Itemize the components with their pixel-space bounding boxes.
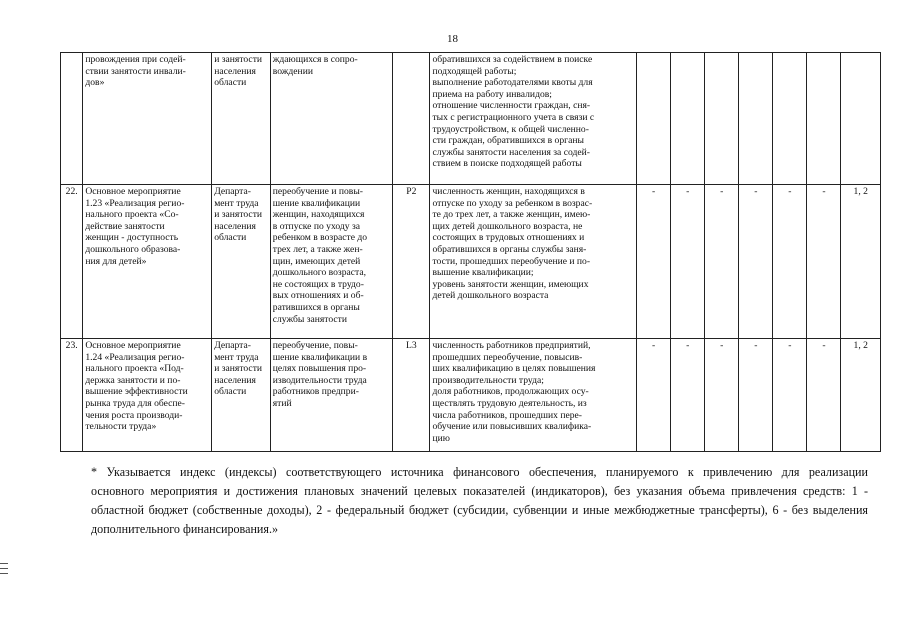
indicators-line: тости, прошедших переобучение и по- — [432, 255, 591, 267]
footnote-line: дополнительного финансирования.» — [91, 522, 279, 536]
measure-line: целях повышения про- — [272, 363, 367, 375]
measure-line: вых отношениях и об- — [272, 290, 364, 302]
measure-line: работников предпри- — [272, 386, 359, 398]
indicators-line: сти граждан, обратившихся в органы — [432, 135, 584, 147]
measure-line: ребенком в возрасте до — [272, 232, 368, 244]
year-value: - — [807, 339, 841, 452]
executor-line: и занятости — [214, 363, 263, 375]
indicators-line: ствием в поиске подходящей работы — [432, 158, 582, 170]
name-line: вышение эффективности — [85, 386, 188, 398]
indicators-line: обучение или повысивших квалифика- — [432, 421, 592, 433]
indicators-line: производительности труда; — [432, 374, 544, 386]
indicators-line: детей дошкольного возраста — [432, 290, 549, 302]
indicators-line: вышение квалификации; — [432, 267, 534, 279]
year-value — [671, 53, 705, 185]
measure-line: шение квалификации — [272, 197, 361, 209]
measure-line: в отпуске по уходу за — [272, 220, 361, 232]
measure-name — [83, 339, 212, 452]
indicators — [430, 53, 637, 185]
row-number: 23. — [61, 339, 83, 452]
measure-line: ратившихся в органы — [272, 301, 360, 313]
indicators — [430, 185, 637, 339]
measure-content — [270, 185, 392, 339]
footnote — [91, 463, 868, 539]
indicators-line: ших квалификацию в целях повышения — [432, 363, 596, 375]
indicators — [430, 339, 637, 452]
indicators-line: уровень занятости женщин, имеющих — [432, 278, 589, 290]
funding-source — [841, 53, 881, 185]
measure-line: службы занятости — [272, 313, 347, 325]
binding-mark — [0, 568, 8, 569]
measure-line: переобучение, повы- — [272, 340, 358, 351]
project-code: P2 — [393, 185, 430, 339]
indicators-line: числа работников, прошедших пере- — [432, 409, 582, 421]
binding-marks — [0, 563, 8, 578]
funding-source: 1, 2 — [841, 185, 881, 339]
page-number: 18 — [447, 33, 458, 45]
indicators-line: обратившихся за содействием в поиске — [432, 54, 593, 65]
footnote-line: областной бюджет (собственные доходы), 2 - федеральный бюджет (субсидии, субвенции и иные межбюджетные трансферты), 6 - без выделения — [91, 503, 868, 517]
year-value: - — [671, 339, 705, 452]
executor-line: мент труда — [214, 351, 259, 363]
year-value — [807, 53, 841, 185]
measure-line: трех лет, а также жен- — [272, 243, 363, 255]
year-value: - — [807, 185, 841, 339]
name-line: рынка труда для обеспе- — [85, 397, 185, 409]
name-line: 1.24 «Реализация регио- — [85, 351, 185, 363]
indicators-line: отношение численности граждан, сня- — [432, 100, 591, 112]
indicators-line: подходящей работы; — [432, 65, 517, 77]
executor — [212, 339, 271, 452]
row-number — [61, 53, 83, 185]
indicators-line: трудоустройством, к общей численно- — [432, 123, 589, 135]
funding-source: 1, 2 — [841, 339, 881, 452]
name-line: женщин - доступность — [85, 232, 179, 244]
measure-line: переобучение и повы- — [272, 186, 363, 197]
year-value: - — [637, 185, 671, 339]
executor-line: населения — [214, 374, 256, 386]
binding-mark — [0, 573, 8, 574]
indicators-line: обратившихся в органы службы заня- — [432, 243, 587, 255]
name-line: 1.23 «Реализация регио- — [85, 197, 185, 209]
executor-line: области — [214, 386, 247, 398]
name-line: Основное мероприятие — [85, 186, 181, 197]
name-line: ствии занятости инвали- — [85, 65, 186, 77]
measure-line: вождении — [272, 65, 313, 77]
year-value: - — [705, 339, 739, 452]
measure-line: дошкольного возраста, — [272, 267, 366, 279]
measure-content — [270, 53, 392, 185]
indicators-line: приема на работу инвалидов; — [432, 88, 552, 100]
indicators-line: отпуске по уходу за ребенком в возрас- — [432, 197, 593, 209]
name-line: нального проекта «Со- — [85, 209, 179, 221]
row-number: 22. — [61, 185, 83, 339]
year-value — [705, 53, 739, 185]
indicators-line: состоящих в трудовых отношениях и — [432, 232, 585, 244]
executor-line: области — [214, 77, 247, 89]
table-row — [61, 53, 881, 185]
indicators-line: тых с регистрационного учета в связи с — [432, 111, 595, 123]
indicators-line: доля работников, продолжающих осу- — [432, 386, 589, 398]
indicators-line: численность работников предприятий, — [432, 340, 591, 351]
project-code: L3 — [393, 339, 430, 452]
indicators-line: численность женщин, находящихся в — [432, 186, 585, 197]
name-line: ния для детей» — [85, 255, 147, 267]
name-line: тельности труда» — [85, 421, 157, 433]
measure-line: щин, имеющих детей — [272, 255, 361, 267]
executor-line: и занятости — [214, 209, 263, 221]
table-row — [61, 185, 881, 339]
name-line: нального проекта «Под- — [85, 363, 184, 375]
executor-line: населения — [214, 220, 256, 232]
year-value — [637, 53, 671, 185]
year-value: - — [671, 185, 705, 339]
table-row — [61, 339, 881, 452]
year-value: - — [773, 185, 807, 339]
footnote-line: * Указывается индекс (индексы) соответствующего источника финансового обеспечения, планируемого к привлечению для реализации — [91, 465, 868, 479]
year-value: - — [705, 185, 739, 339]
year-value: - — [773, 339, 807, 452]
name-line: провождения при содей- — [85, 54, 186, 65]
year-value: - — [637, 339, 671, 452]
year-value: - — [739, 185, 773, 339]
year-value: - — [739, 339, 773, 452]
name-line: действие занятости — [85, 220, 165, 232]
executor-line: и занятости — [214, 54, 263, 65]
year-value — [773, 53, 807, 185]
measure-name — [83, 53, 212, 185]
measure-content — [270, 339, 392, 452]
measure-line: не состоящих в трудо- — [272, 278, 364, 290]
executor-line: мент труда — [214, 197, 259, 209]
executor — [212, 53, 271, 185]
executor — [212, 185, 271, 339]
indicators-line: выполнение работодателями квоты для — [432, 77, 593, 89]
indicators-line: те до трех лет, а также женщин, имею- — [432, 209, 591, 221]
measure-line: ждающихся в сопро- — [272, 54, 358, 65]
name-line: держка занятости и по- — [85, 374, 181, 386]
measure-line: женщин, находящихся — [272, 209, 365, 221]
measure-line: ятий — [272, 397, 292, 409]
executor-line: Департа- — [214, 340, 251, 351]
indicators-line: ществлять трудовую деятельность, из — [432, 397, 587, 409]
project-code — [393, 53, 430, 185]
name-line: Основное мероприятие — [85, 340, 181, 351]
name-line: чения роста производи- — [85, 409, 183, 421]
measure-name — [83, 185, 212, 339]
measures-table — [60, 52, 881, 452]
indicators-line: щих детей дошкольного возраста, не — [432, 220, 583, 232]
indicators-line: службы занятости населения за содей- — [432, 146, 590, 158]
measure-line: изводительности труда — [272, 374, 367, 386]
indicators-line: прошедших переобучение, повысив- — [432, 351, 583, 363]
year-value — [739, 53, 773, 185]
executor-line: области — [214, 232, 247, 244]
footnote-line: основного мероприятия и достижения плановых значений целевых показателей (индикаторов), без указания объема привлечения средств: 1 - — [91, 484, 868, 498]
binding-mark — [0, 563, 8, 564]
executor-line: населения — [214, 65, 256, 77]
executor-line: Департа- — [214, 186, 251, 197]
name-line: дошкольного образова- — [85, 243, 181, 255]
name-line: дов» — [85, 77, 105, 89]
measure-line: шение квалификации в — [272, 351, 368, 363]
indicators-line: цию — [432, 432, 450, 444]
